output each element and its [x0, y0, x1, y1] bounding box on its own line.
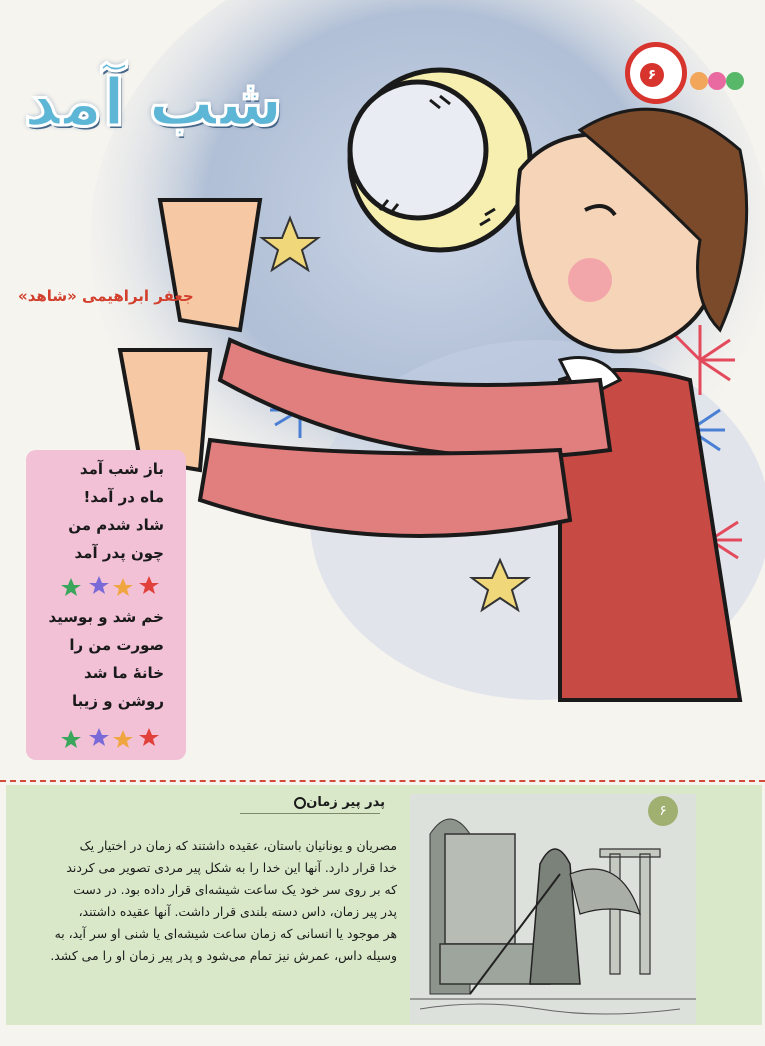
star-icon [113, 578, 133, 596]
article-line: مصریان و یونانیان باستان، عقیده داشتند که زمان در اختیار یک [79, 838, 397, 853]
poem-line: باز شب آمد [79, 460, 164, 478]
poem-line: صورت من را [69, 636, 164, 654]
engraving-art [410, 794, 696, 1024]
article-line: پدر پیر زمان، داس دسته بلندی قرار داشت. آنها عقیده داشتند، [78, 904, 397, 919]
star-icon [89, 728, 109, 746]
poem-line: خانهٔ ما شد [84, 664, 164, 682]
star-icon [113, 730, 133, 748]
article-line: هر موجود یا انسانی که زمان ساعت شیشه‌ای یا شنی او سر آید، به [54, 926, 397, 941]
decor-dot [690, 72, 708, 90]
decor-dot [726, 72, 744, 90]
bullet-icon [294, 797, 306, 809]
star-divider [61, 570, 161, 600]
star-divider [61, 722, 161, 752]
decor-dot [708, 72, 726, 90]
poem-box [26, 450, 186, 760]
page-number: ۶ [640, 63, 664, 87]
page-number-badge [625, 42, 687, 104]
author-name: جعفر ابراهیمی «شاهد» [18, 287, 194, 305]
poem-line: روشن و زیبا [72, 692, 164, 710]
poem-title: شب آمد [23, 64, 283, 141]
title-underline [240, 813, 380, 814]
father-time-engraving [410, 794, 696, 1024]
article-line: وسیله داس، عمرش نیز تمام می‌شود و پدر پیر زمان او را می کشد. [50, 948, 397, 963]
poem-line: خم شد و بوسید [48, 608, 164, 626]
star-icon [139, 728, 159, 746]
article-line: خدا قرار دارد. آنها این خدا را به شکل پیر مردی تصویر می کردند [66, 860, 397, 875]
article-title [288, 795, 385, 810]
article-number-badge: ۶ [648, 796, 678, 826]
poem-line: ماه در آمد! [83, 488, 164, 506]
poem-line: چون پدر آمد [74, 544, 164, 562]
article-line: که بر روی سر خود یک ساعت شیشه‌ای قرار داده بود. در دست [73, 882, 397, 897]
moon-icon [350, 70, 530, 250]
star-icon [139, 576, 159, 594]
poem-line: شاد شدم من [68, 516, 164, 534]
star-icon [61, 578, 81, 596]
article-title-text: پدر پیر زمان [306, 795, 385, 810]
star-icon [61, 730, 81, 748]
star-icon [89, 576, 109, 594]
dashed-separator [0, 780, 765, 782]
